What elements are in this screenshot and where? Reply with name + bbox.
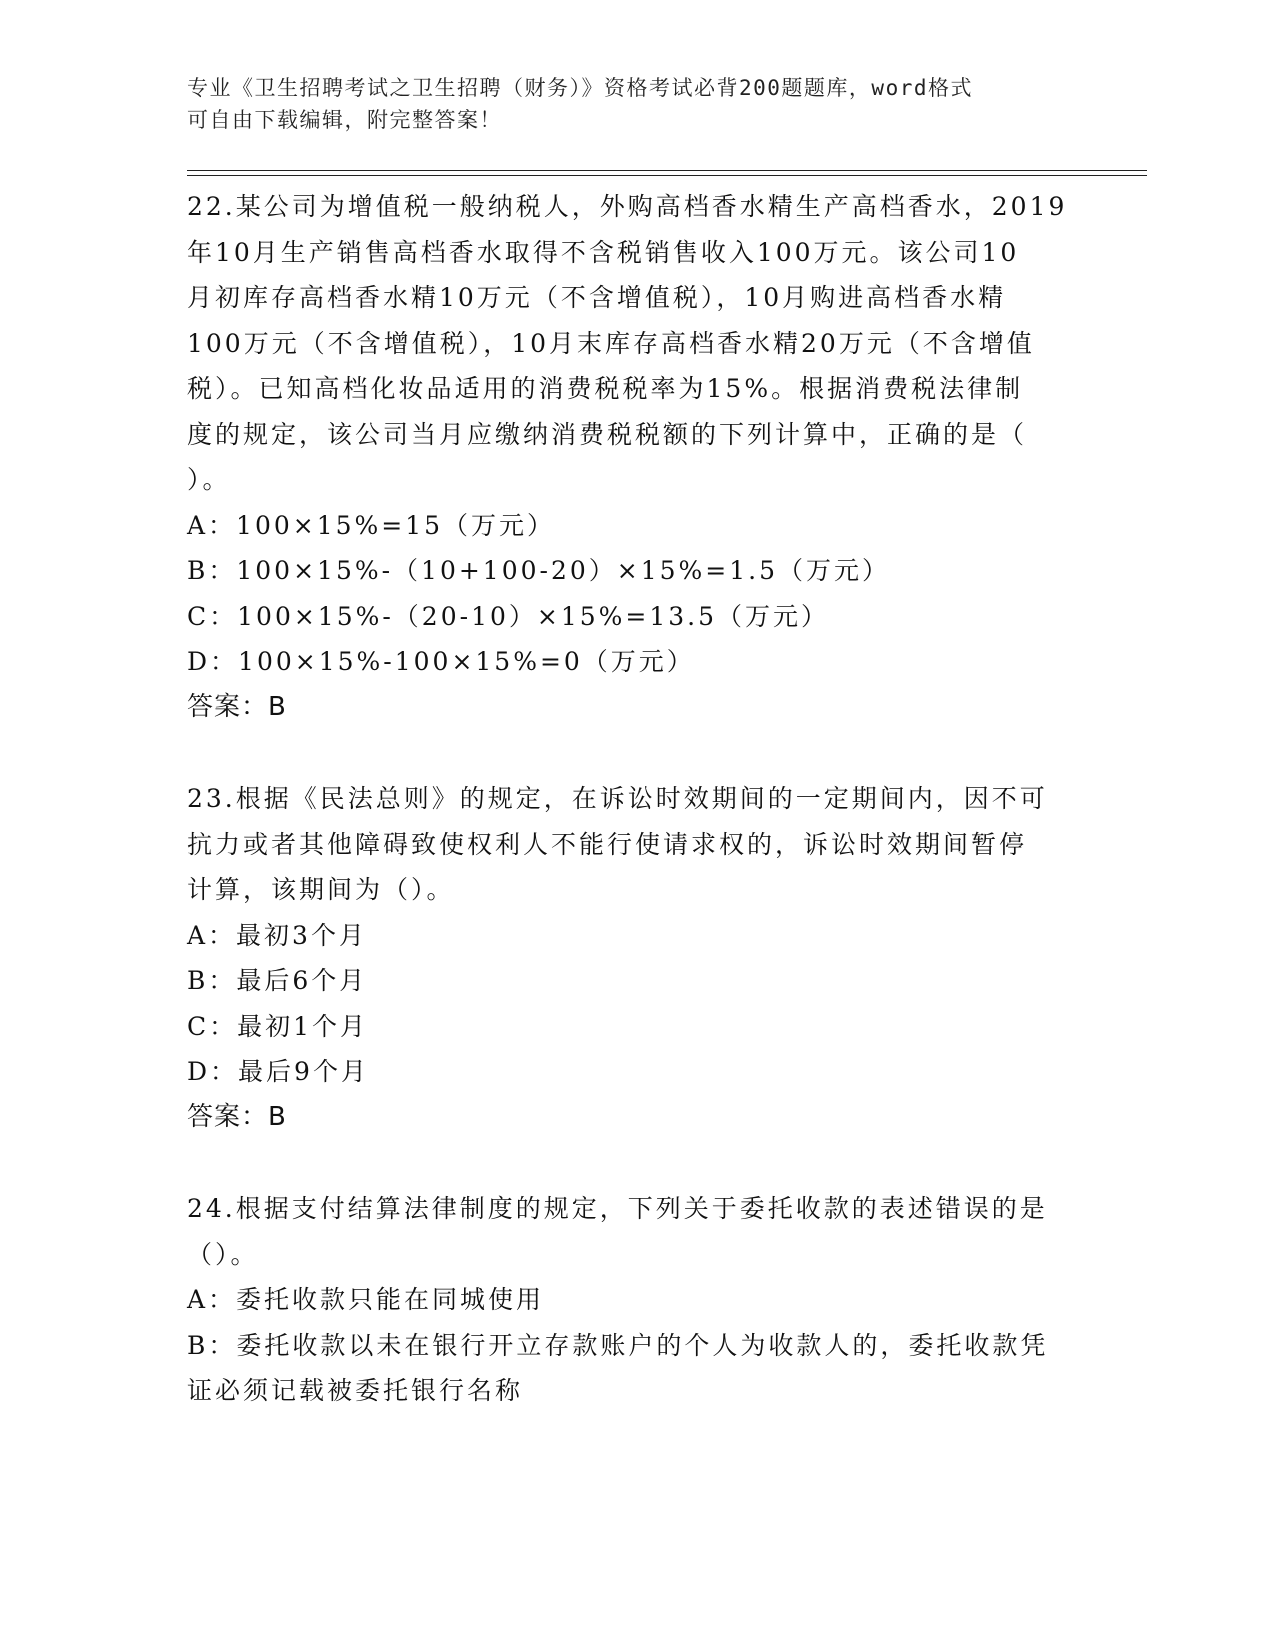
question-text: 100万元（不含增值税），10月末库存高档香水精20万元（不含增值 — [187, 328, 1035, 358]
question-text: ）。 — [187, 465, 231, 494]
option-d: D：100×15%-100×15%=0（万元） — [187, 647, 695, 676]
question-block — [187, 184, 1087, 730]
question-text: 月初库存高档香水精10万元（不含增值税），10月购进高档香水精 — [187, 283, 1007, 312]
question-text: 计算，该期间为（）。 — [187, 875, 455, 904]
option-b-continued: 证必须记载被委托银行名称 — [187, 1376, 524, 1405]
option-a: A：委托收款只能在同城使用 — [187, 1285, 545, 1314]
header-divider — [187, 170, 1147, 171]
question-text: 23.根据《民法总则》的规定，在诉讼时效期间的一定期间内，因不可 — [187, 784, 1048, 813]
header-divider — [187, 175, 1147, 176]
question-text: 抗力或者其他障碍致使权利人不能行使请求权的，诉讼时效期间暂停 — [187, 829, 1028, 859]
option-c: C：100×15%-（20-10）×15%=13.5（万元） — [187, 601, 830, 631]
question-text: 度的规定，该公司当月应缴纳消费税税额的下列计算中，正确的是（ — [187, 419, 1028, 449]
spacer — [187, 1140, 1087, 1186]
question-block — [187, 1186, 1087, 1414]
option-a: A：最初3个月 — [187, 920, 367, 950]
option-c: C：最初1个月 — [187, 1011, 369, 1041]
header-line: 专业《卫生招聘考试之卫生招聘（财务）》资格考试必背200题题库，word格式 — [187, 76, 973, 100]
option-b: B：委托收款以未在银行开立存款账户的个人为收款人的，委托收款凭 — [187, 1330, 1049, 1360]
answer-label: 答案：B — [187, 691, 287, 722]
question-text: （）。 — [187, 1239, 259, 1269]
question-list — [187, 184, 1087, 1414]
question-text: 税）。已知高档化妆品适用的消费税税率为15%。根据消费税法律制 — [187, 374, 1024, 403]
question-text: 年10月生产销售高档香水取得不含税销售收入100万元。该公司10 — [187, 237, 1020, 267]
question-text: 24.根据支付结算法律制度的规定，下列关于委托收款的表述错误的是 — [187, 1194, 1048, 1223]
option-a: A：100×15%=15（万元） — [187, 510, 556, 540]
header-line: 可自由下载编辑，附完整答案！ — [187, 108, 502, 132]
option-b: B：最后6个月 — [187, 966, 368, 995]
option-d: D：最后9个月 — [187, 1057, 369, 1086]
spacer — [187, 730, 1087, 776]
document-header — [187, 72, 1087, 136]
option-b: B：100×15%-（10+100-20）×15%=1.5（万元） — [187, 556, 891, 585]
answer-label: 答案：B — [187, 1101, 287, 1132]
question-block — [187, 776, 1087, 1140]
question-text: 22.某公司为增值税一般纳税人，外购高档香水精生产高档香水，2019 — [187, 192, 1068, 221]
